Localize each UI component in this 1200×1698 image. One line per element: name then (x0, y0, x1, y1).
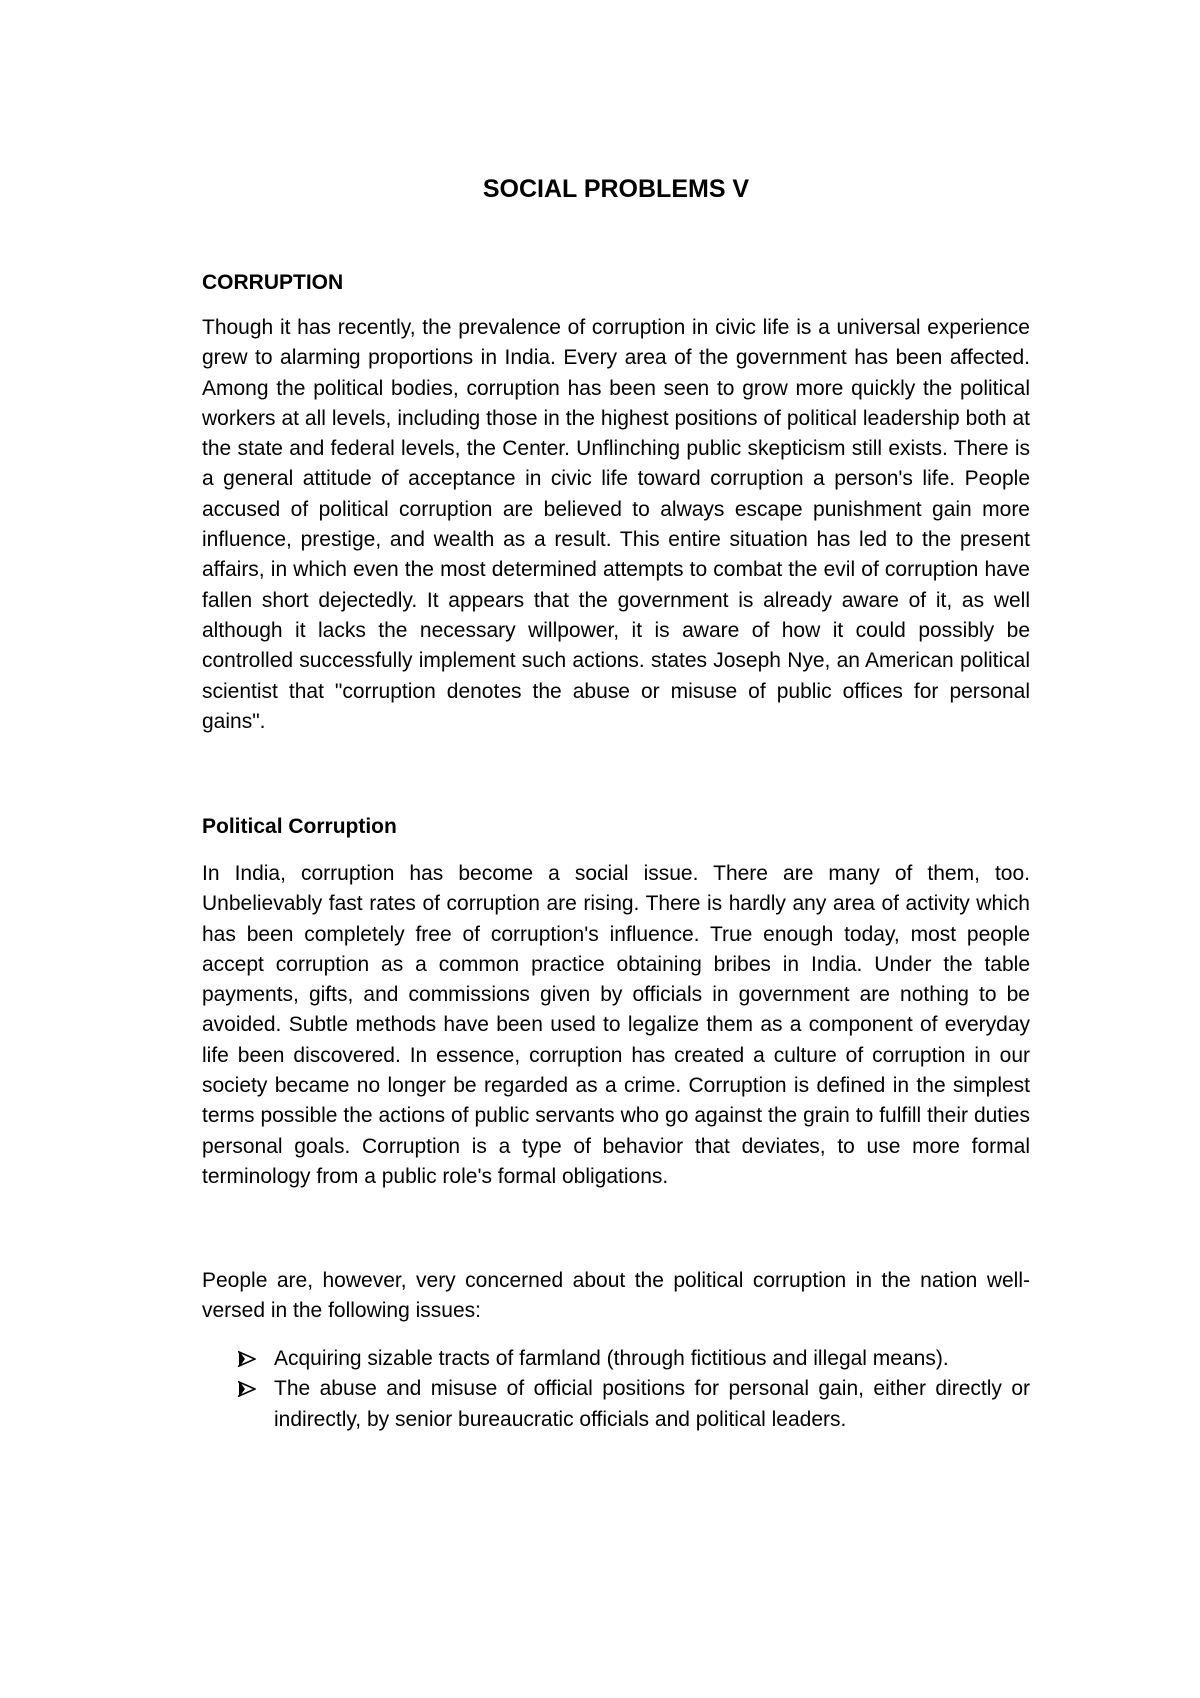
page-title: SOCIAL PROBLEMS V (482, 175, 750, 203)
section-heading-political-corruption: Political Corruption (202, 815, 397, 838)
concerns-list (238, 1344, 1030, 1435)
paragraph-political-corruption: In India, corruption has become a social issue. There are many of them, too. Unbelievably fast rates of corruption are rising. There is hardly any area of activity which has been completely free of corruption's influence. True enough today, most people accept corruption as a common practice obtaining bribes in India. Under the table payments, gifts, and commissions given by officials in government are nothing to be avoided. Subtle methods have been used to legalize them as a component of everyday life been discovered. In essence, corruption has created a culture of corruption in our society became no longer be regarded as a crime. Corruption is defined in the simplest terms possible the actions of public servants who go against the grain to fulfill their duties personal goals. Corruption is a type of behavior that deviates, to use more formal terminology from a public role's formal obligations. (202, 862, 1030, 1188)
paragraph-concerns-intro: People are, however, very concerned about the political corruption in the nation well-versed in the following issues: (202, 1269, 1030, 1323)
arrowhead-bullet-icon (238, 1374, 260, 1404)
list-item (238, 1344, 1030, 1374)
arrowhead-bullet-icon (238, 1344, 260, 1374)
paragraph-corruption: Though it has recently, the prevalence of corruption in civic life is a universal experience grew to alarming proportions in India. Every area of the government has been affected. Among the political bodies, corruption has been seen to grow more quickly the political workers at all levels, including those in the highest positions of political leadership both at the state and federal levels, the Center. Unflinching public skepticism still exists. There is a general attitude of acceptance in civic life toward corruption a person's life. People accused of political corruption are believed to always escape punishment gain more influence, prestige, and wealth as a result. This entire situation has led to the present affairs, in which even the most determined attempts to combat the evil of corruption have fallen short dejectedly. It appears that the government is already aware of it, as well although it lacks the necessary willpower, it is aware of how it could possibly be controlled successfully implement such actions. states Joseph Nye, an American political scientist that "corruption denotes the abuse or misuse of public offices for personal gains". (202, 316, 1030, 733)
list-item-text: Acquiring sizable tracts of farmland (through fictitious and illegal means). (274, 1347, 949, 1370)
section-heading-corruption: CORRUPTION (202, 271, 344, 294)
list-item-text: The abuse and misuse of official positions for personal gain, either directly or indirectly, by senior bureaucratic officials and political leaders. (274, 1377, 1030, 1431)
list-item (238, 1374, 1030, 1435)
